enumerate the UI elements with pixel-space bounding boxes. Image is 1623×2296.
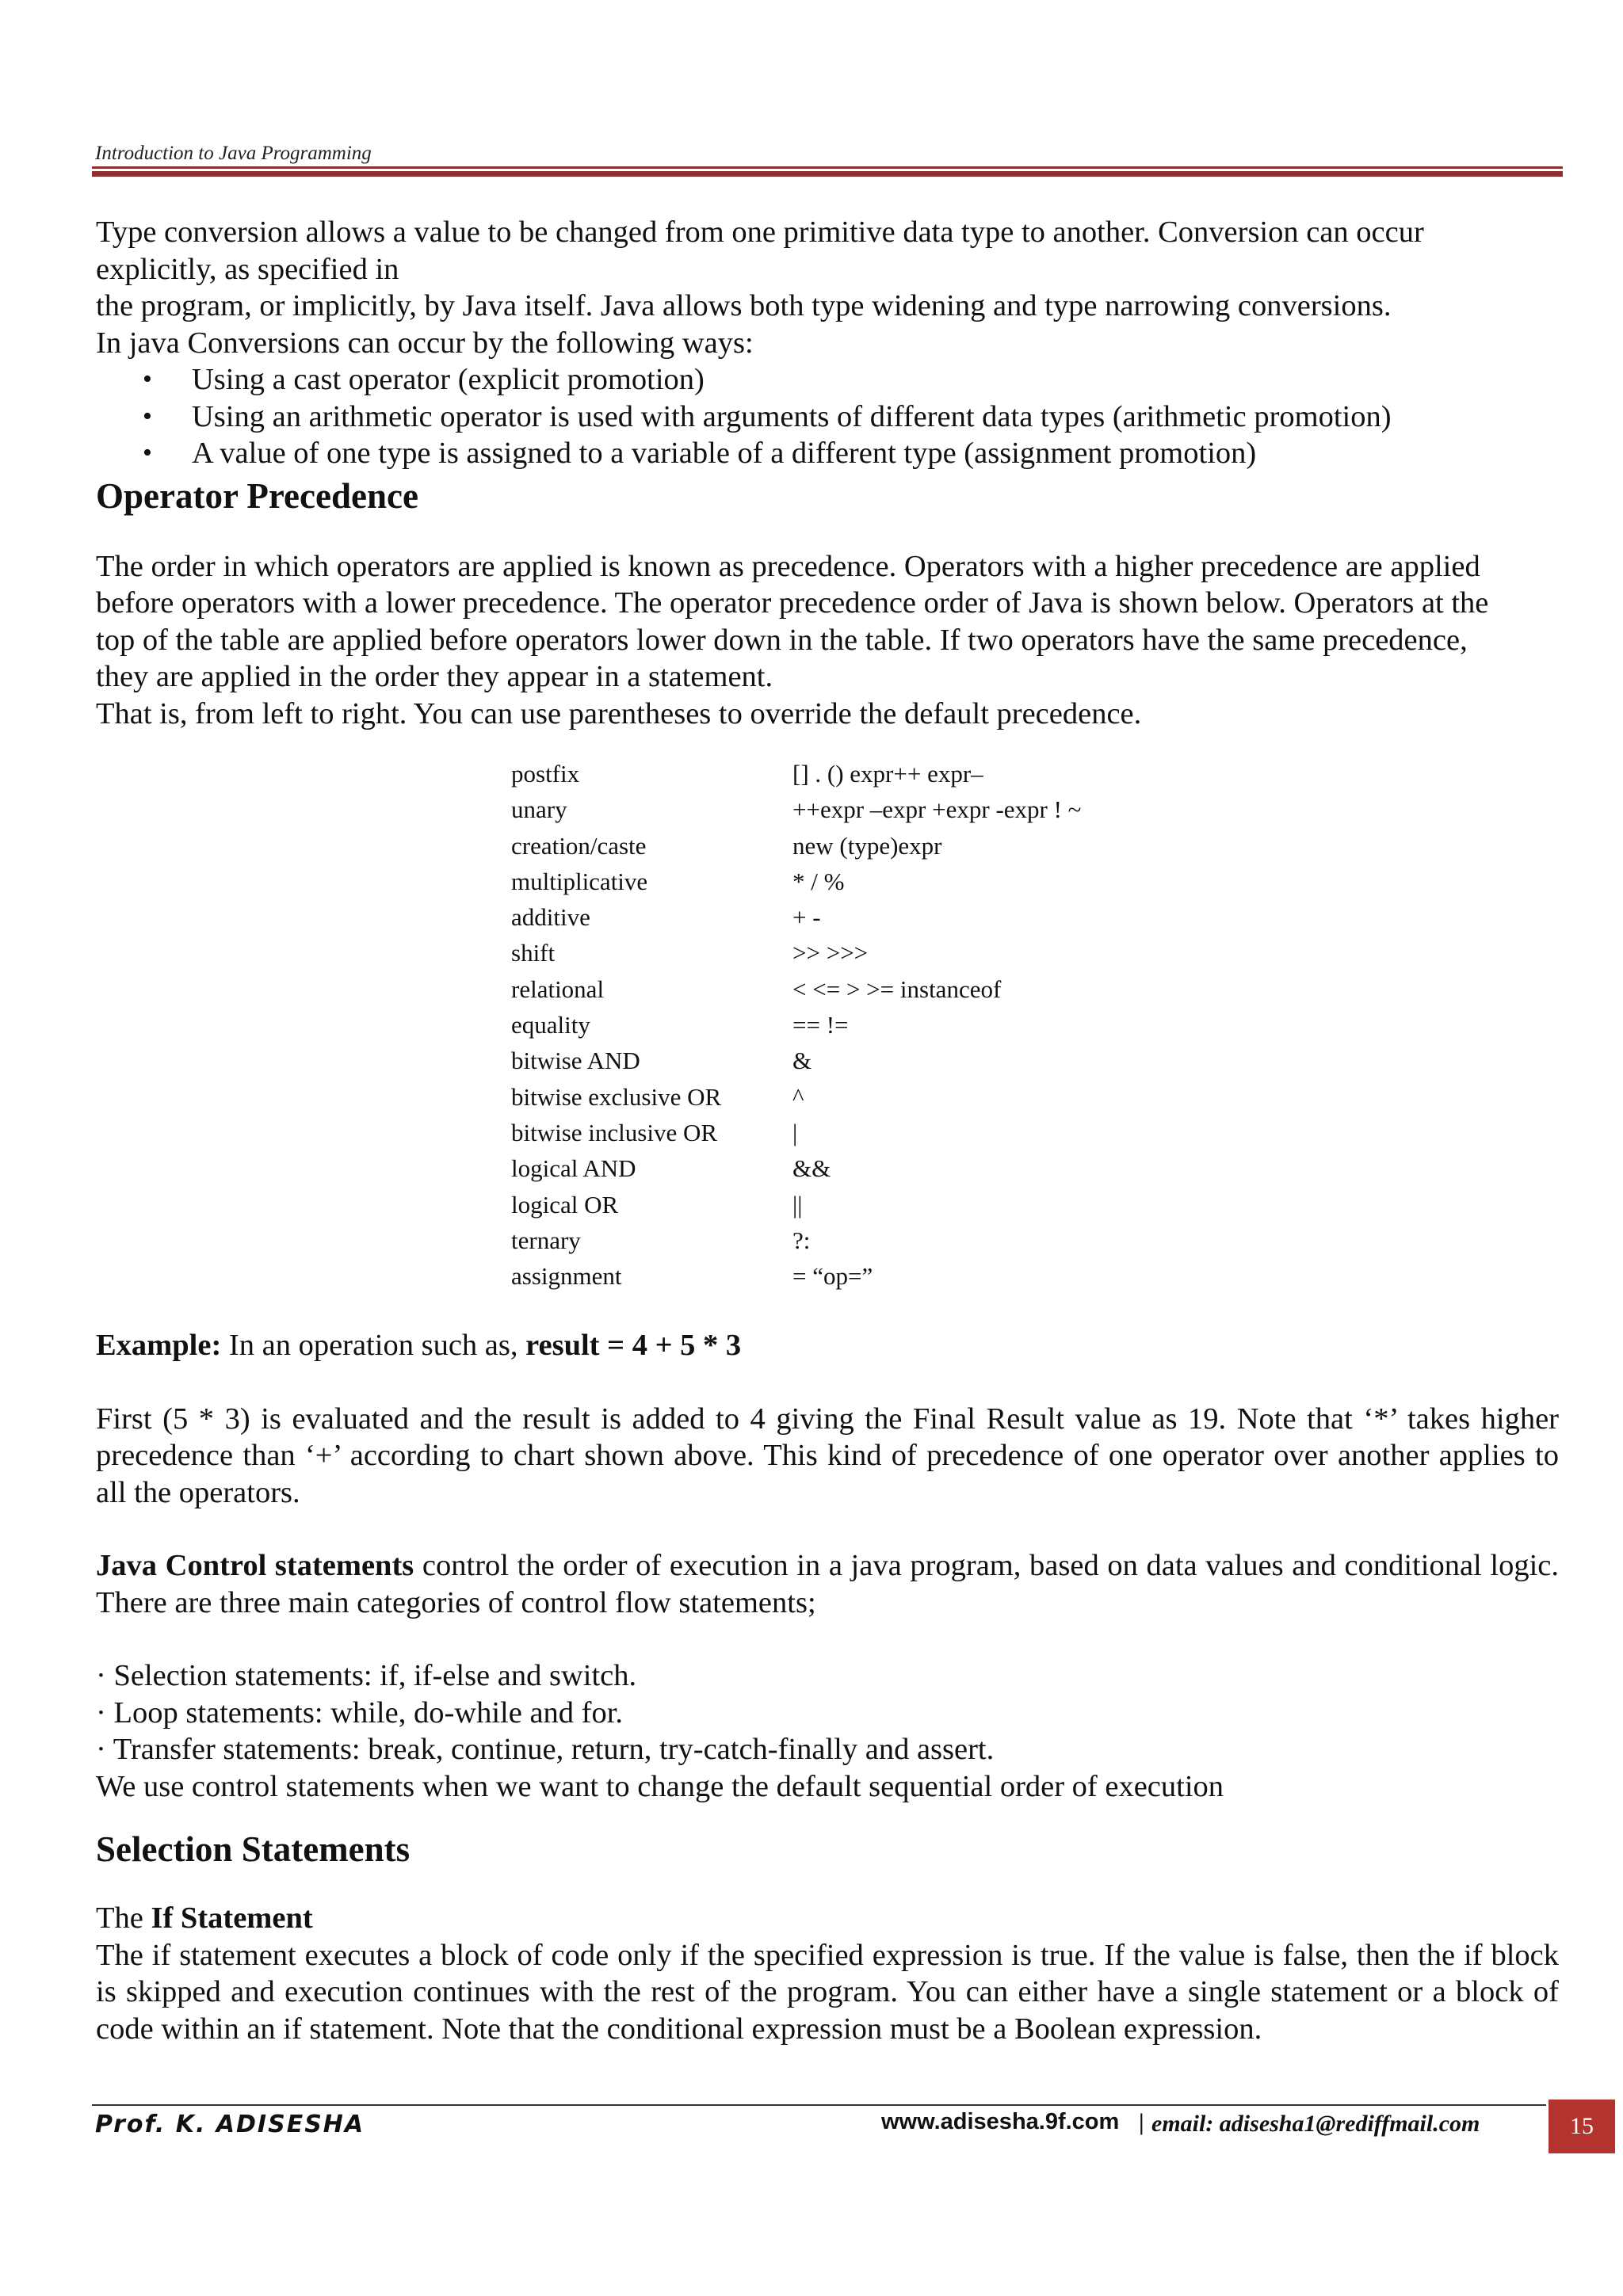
operator-category: postfix — [511, 760, 580, 788]
operator-symbols: | — [792, 1118, 798, 1146]
operator-category: equality — [511, 1011, 590, 1039]
control-closing: We use control statements when we want to change the default sequential order of execution — [96, 1769, 1224, 1803]
table-row — [511, 756, 1081, 791]
if-prefix: The — [96, 1901, 151, 1936]
conversion-list — [96, 361, 1559, 472]
page-body — [96, 214, 1559, 2047]
footer-author: Prof. K. ADISESHA — [95, 2111, 365, 2138]
operator-symbols: ?: — [792, 1226, 811, 1254]
operator-category: bitwise exclusive OR — [511, 1082, 722, 1111]
list-item: • Using an arithmetic operator is used with arguments of different data types (arithmetic promotion) — [96, 399, 1559, 436]
operator-symbols: ^ — [792, 1082, 804, 1111]
table-row — [511, 791, 1081, 827]
operator-symbols: == != — [792, 1011, 849, 1039]
if-statement-title — [96, 1900, 1559, 1937]
operator-category: creation/caste — [511, 831, 647, 860]
footer-separator: | — [1139, 2109, 1144, 2135]
operator-category: bitwise inclusive OR — [511, 1118, 718, 1146]
operator-category: relational — [511, 974, 605, 1003]
control-text: control the order of execution in a java program, based on data values and conditional logic. There are three main categories of control flow statements; — [96, 1549, 1559, 1619]
operator-category: assignment — [511, 1262, 622, 1291]
operator-precedence-heading: Operator Precedence — [96, 475, 418, 516]
operator-symbols: [] . () expr++ expr– — [792, 760, 983, 788]
footer-email: email: adisesha1@rediffmail.com — [1151, 2111, 1480, 2137]
operator-category: multiplicative — [511, 867, 648, 895]
precedence-table — [511, 756, 1081, 1294]
table-row — [511, 828, 1081, 864]
list-item: · Transfer statements: break, continue, return, try-catch-finally and assert. — [96, 1733, 995, 1767]
running-header: Introduction to Java Programming — [95, 143, 372, 164]
page-number: 15 — [1549, 2100, 1615, 2153]
operator-symbols: + - — [792, 903, 821, 932]
operator-category: bitwise AND — [511, 1047, 640, 1075]
table-row — [511, 864, 1081, 899]
list-item: • A value of one type is assigned to a variable of a different type (assignment promotion) — [96, 435, 1559, 472]
table-row — [511, 1222, 1081, 1258]
table-row — [511, 971, 1081, 1007]
precedence-line-5: That is, from left to right. You can use parentheses to override the default precedence. — [96, 696, 1142, 730]
example-text: In an operation such as, — [221, 1329, 526, 1363]
example-expression: result = 4 + 5 * 3 — [525, 1329, 742, 1363]
intro-line-2: explicitly, as specified in — [96, 252, 399, 286]
example-line — [96, 1327, 1559, 1364]
operator-category: logical AND — [511, 1154, 636, 1183]
table-row — [511, 1007, 1081, 1043]
precedence-line-4: they are applied in the order they appear in a statement. — [96, 660, 773, 693]
control-paragraph — [96, 1547, 1559, 1621]
table-row — [511, 1115, 1081, 1150]
list-item: • Using a cast operator (explicit promotion) — [96, 361, 1559, 399]
table-row — [511, 1258, 1081, 1294]
operator-category: ternary — [511, 1226, 581, 1254]
operator-symbols: new (type)expr — [792, 831, 942, 860]
operator-category: unary — [511, 795, 567, 824]
operator-category: shift — [511, 939, 556, 967]
table-row — [511, 1079, 1081, 1115]
if-statement-paragraph: The if statement executes a block of code only if the specified expression is true. If the value is false, then the if block is skipped and execution continues with the rest of the program. You can either have a single statement or a block of code within an if statement. Note that the conditional expression must be a Boolean expression. — [96, 1938, 1559, 2046]
header-rule-thick — [92, 171, 1563, 177]
operator-symbols: * / % — [792, 867, 845, 895]
precedence-line-2: before operators with a lower precedence. The operator precedence order of Java is shown below. Operators at the — [96, 586, 1489, 620]
selection-statements-heading: Selection Statements — [96, 1829, 411, 1870]
operator-symbols: & — [792, 1047, 812, 1075]
precedence-line-3: top of the table are applied before operators lower down in the table. If two operators have the same precedence, — [96, 623, 1468, 657]
operator-symbols: ++expr –expr +expr -expr ! ~ — [792, 795, 1082, 824]
example-label: Example: — [96, 1329, 222, 1363]
operator-category: logical OR — [511, 1190, 619, 1219]
intro-line-4: In java Conversions can occur by the following ways: — [96, 326, 754, 360]
if-bold: If Statement — [151, 1901, 313, 1936]
precedence-line-1: The order in which operators are applied is known as precedence. Operators with a higher precedence are applied — [96, 549, 1480, 583]
operator-symbols: >> >>> — [792, 939, 869, 967]
table-row — [511, 1043, 1081, 1078]
list-item: · Loop statements: while, do-while and for. — [96, 1695, 624, 1730]
table-row — [511, 899, 1081, 935]
operator-symbols: < <= > >= instanceof — [792, 974, 1002, 1003]
footer-website: www.adisesha.9f.com — [881, 2109, 1120, 2134]
footer-rule — [92, 2104, 1546, 2106]
control-bold: Java Control statements — [96, 1549, 414, 1583]
operator-symbols: && — [792, 1154, 831, 1183]
intro-line-1: Type conversion allows a value to be changed from one primitive data type to another. Conversion can occur — [96, 215, 1424, 249]
table-row — [511, 1150, 1081, 1186]
intro-line-3: the program, or implicitly, by Java itself. Java allows both type widening and type narrowing conversions. — [96, 289, 1392, 322]
example-explanation: First (5 * 3) is evaluated and the result is added to 4 giving the Final Result value as 19. Note that ‘*’ takes higher precedence than ‘+’ according to chart shown above. This kind of precedence of one operator over another applies to all the operators. — [96, 1402, 1559, 1509]
list-item: · Selection statements: if, if-else and switch. — [96, 1659, 637, 1693]
operator-symbols: || — [792, 1190, 803, 1219]
operator-symbols: = “op=” — [792, 1262, 873, 1291]
table-row — [511, 935, 1081, 971]
operator-category: additive — [511, 903, 590, 932]
header-rule-thin — [92, 166, 1563, 169]
table-row — [511, 1187, 1081, 1222]
